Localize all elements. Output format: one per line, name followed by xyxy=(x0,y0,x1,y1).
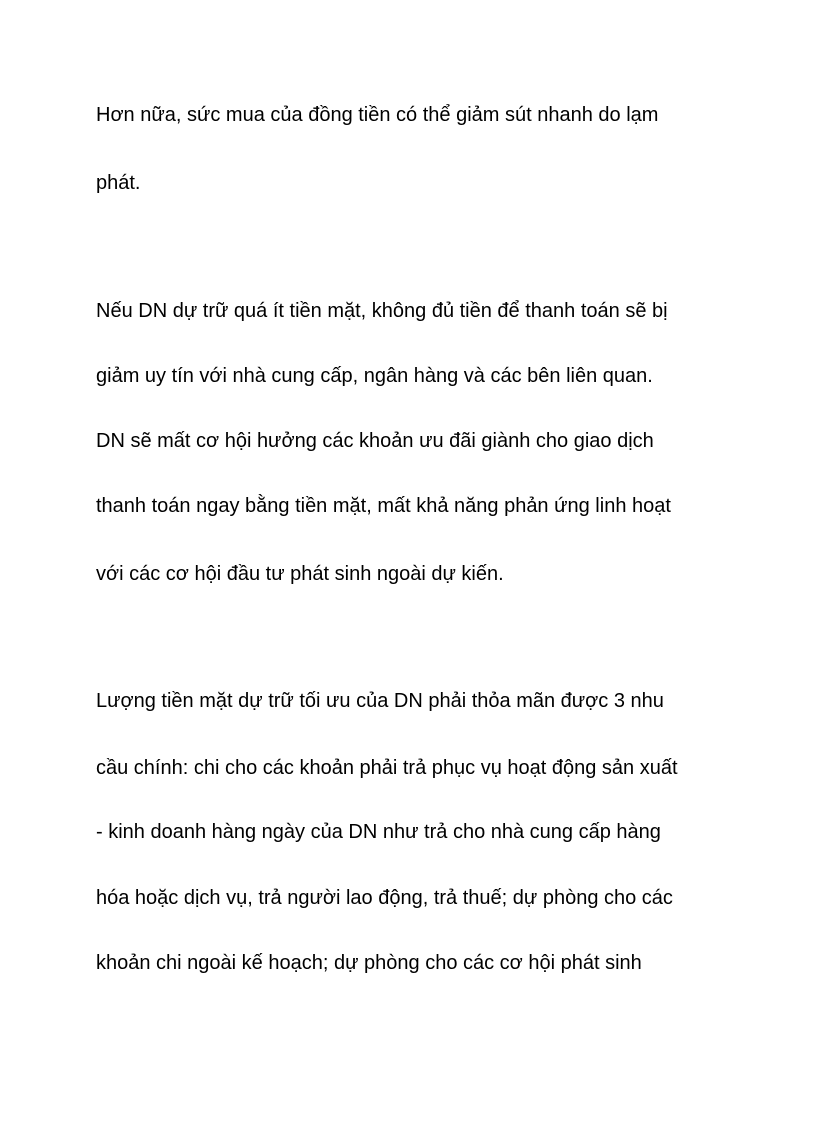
text-line: cầu chính: chi cho các khoản phải trả phục vụ hoạt động sản xuất xyxy=(96,757,678,779)
text-line: khoản chi ngoài kế hoạch; dự phòng cho các cơ hội phát sinh xyxy=(96,952,642,974)
text-line: Nếu DN dự trữ quá ít tiền mặt, không đủ tiền để thanh toán sẽ bị xyxy=(96,300,668,322)
text-line: DN sẽ mất cơ hội hưởng các khoản ưu đãi giành cho giao dịch xyxy=(96,430,654,452)
text-line: Lượng tiền mặt dự trữ tối ưu của DN phải thỏa mãn được 3 nhu xyxy=(96,690,664,712)
text-line: hóa hoặc dịch vụ, trả người lao động, trả thuế; dự phòng cho các xyxy=(96,887,673,909)
text-line: Hơn nữa, sức mua của đồng tiền có thể giảm sút nhanh do lạm xyxy=(96,104,659,126)
text-line: thanh toán ngay bằng tiền mặt, mất khả năng phản ứng linh hoạt xyxy=(96,495,671,517)
text-line: phát. xyxy=(96,172,141,194)
text-line: - kinh doanh hàng ngày của DN như trả cho nhà cung cấp hàng xyxy=(96,821,661,843)
text-line: giảm uy tín với nhà cung cấp, ngân hàng và các bên liên quan. xyxy=(96,365,653,387)
text-line: với các cơ hội đầu tư phát sinh ngoài dự kiến. xyxy=(96,563,504,585)
